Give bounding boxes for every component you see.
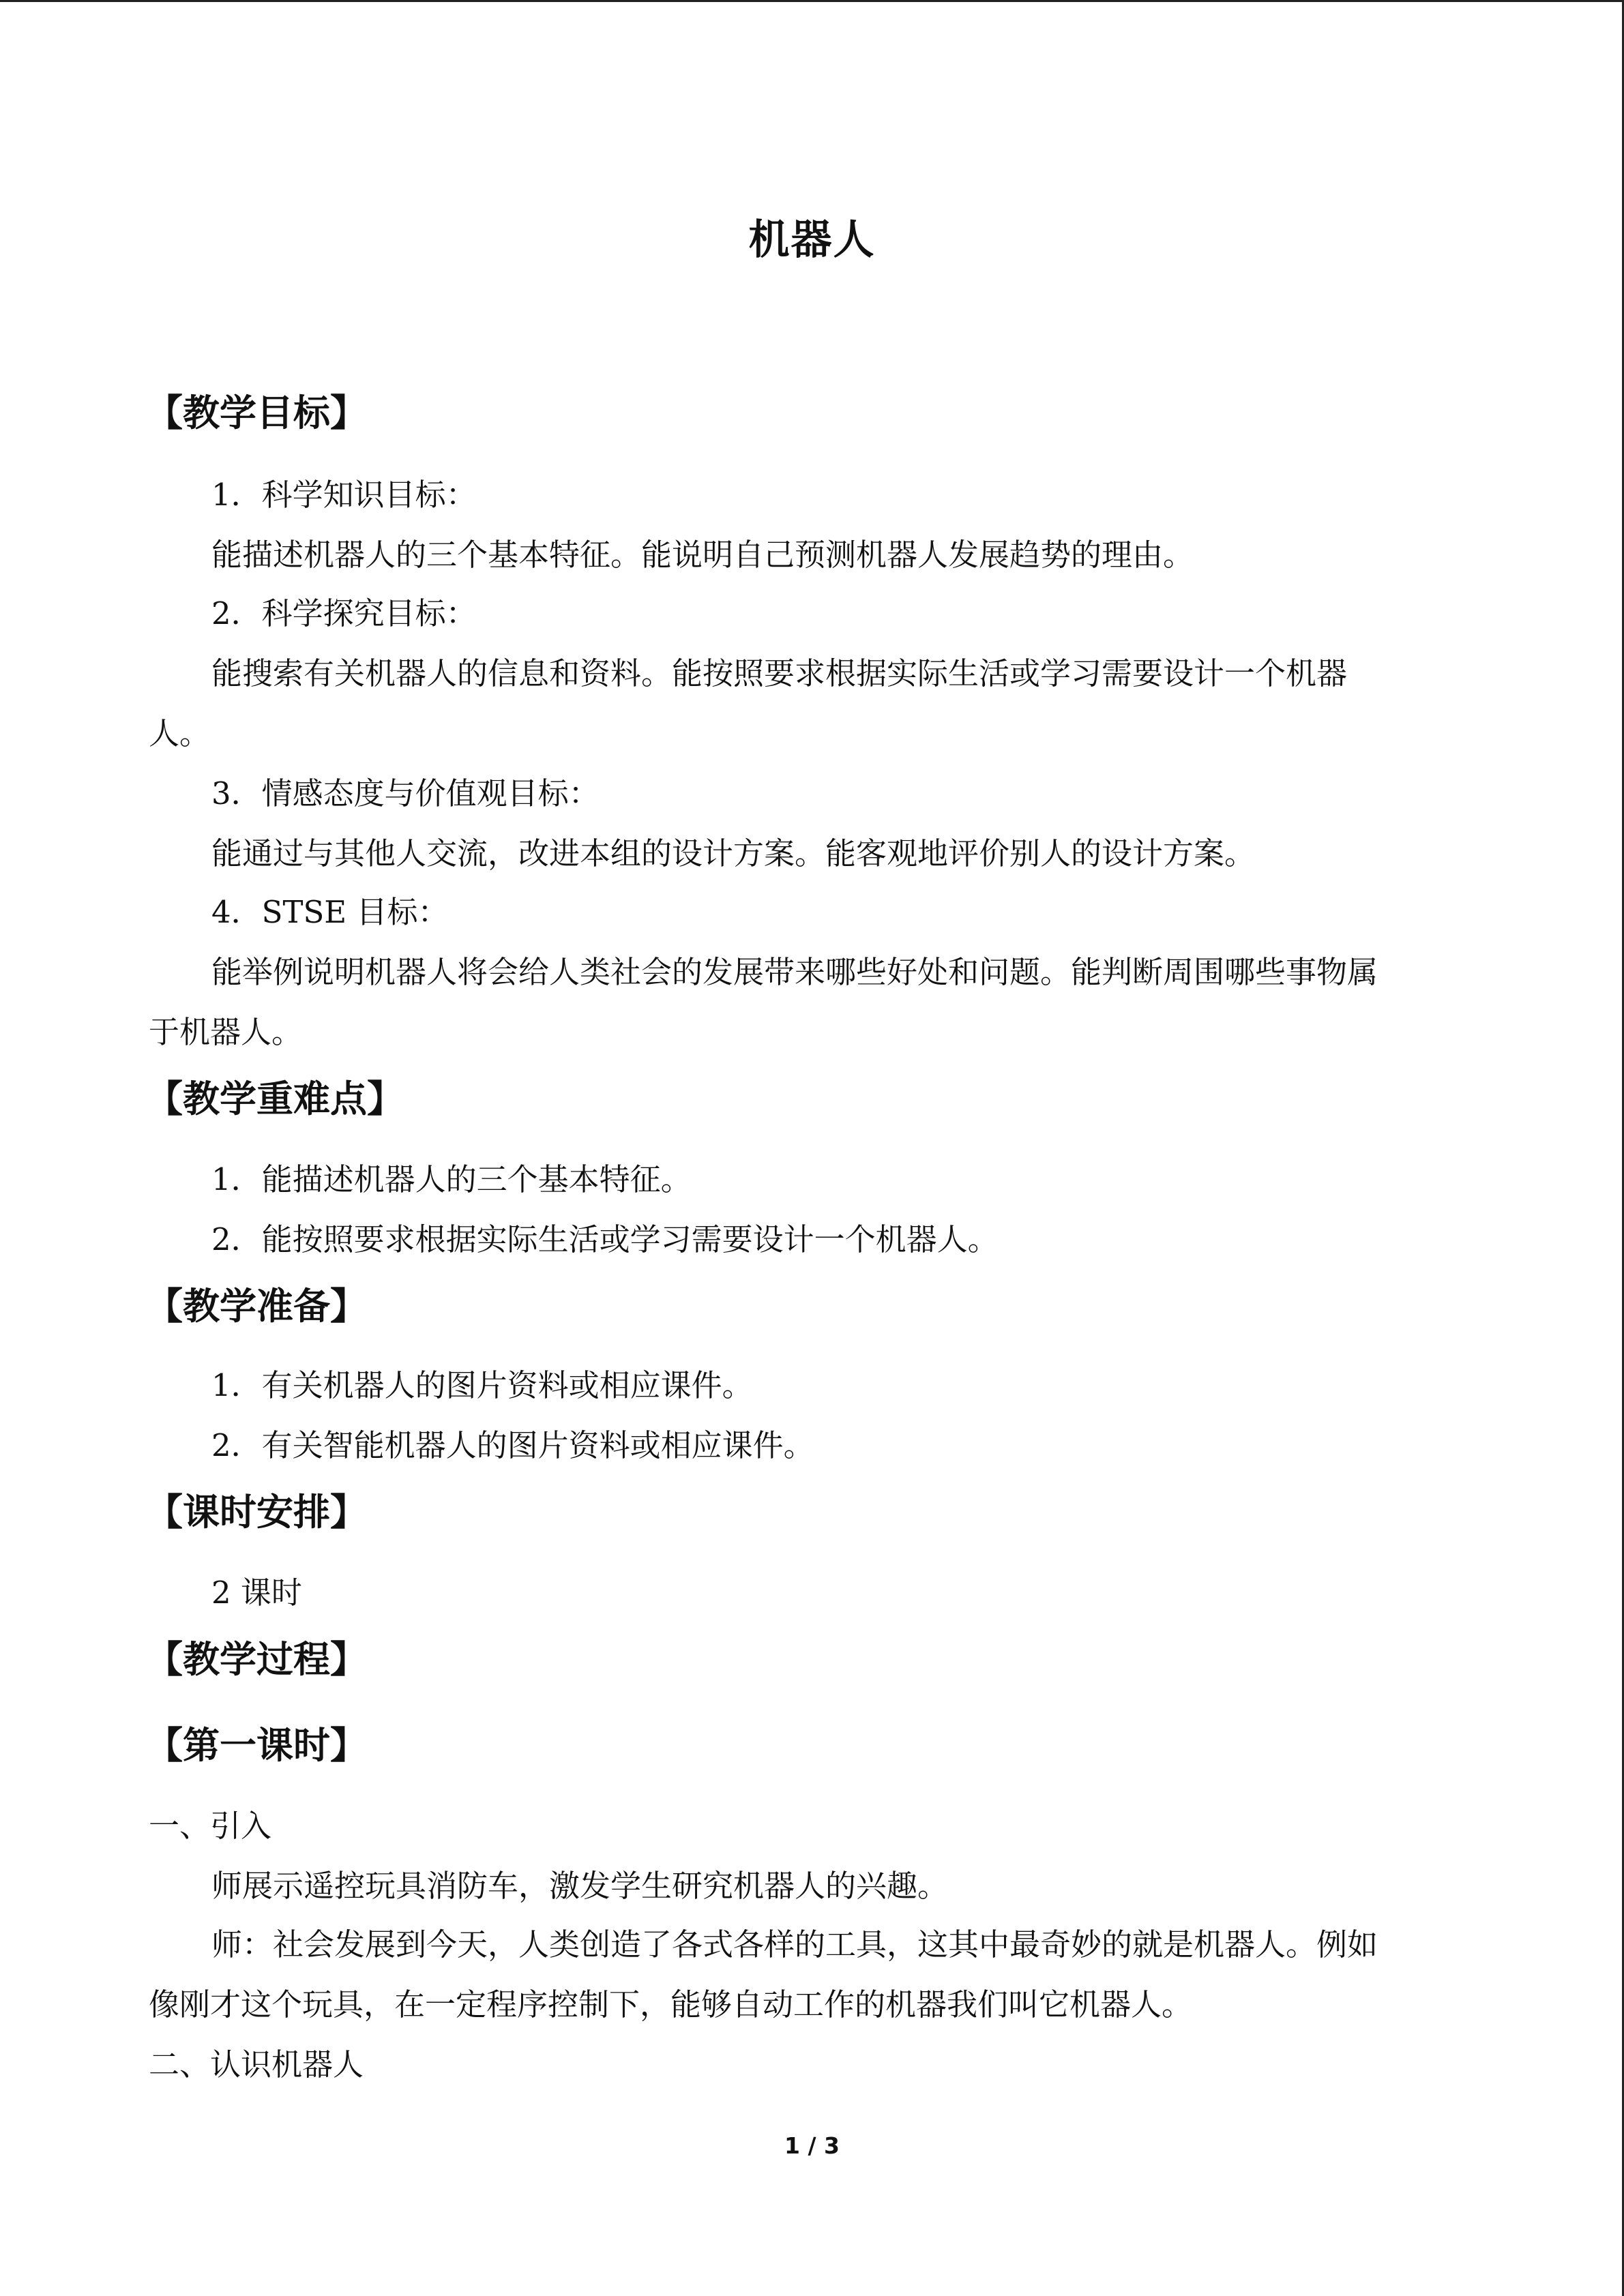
- objective-3-label: 3．情感态度与价值观目标：: [211, 775, 600, 811]
- page-number: 1 / 3: [784, 2132, 840, 2159]
- objective-3-text: 能通过与其他人交流，改进本组的设计方案。能客观地评价别人的设计方案。: [211, 835, 1256, 871]
- heading-lesson-1: 【第一课时】: [146, 1724, 367, 1767]
- document-title: 机器人: [748, 216, 876, 264]
- objective-4-text-line1: 能举例说明机器人将会给人类社会的发展带来哪些好处和问题。能判断周围哪些事物属: [211, 954, 1378, 990]
- heading-key-points: 【教学重难点】: [146, 1077, 404, 1120]
- process-part-1-line2: 师：社会发展到今天，人类创造了各式各样的工具，这其中最奇妙的就是机器人。例如: [211, 1926, 1378, 1963]
- key-point-1: 1．能描述机器人的三个基本特征。: [211, 1161, 692, 1197]
- process-part-2-title: 二、认识机器人: [149, 2046, 364, 2083]
- objective-2-text-line1: 能搜索有关机器人的信息和资料。能按照要求根据实际生活或学习需要设计一个机器: [211, 655, 1348, 691]
- objective-1-text: 能描述机器人的三个基本特征。能说明自己预测机器人发展趋势的理由。: [211, 537, 1194, 573]
- preparation-1: 1．有关机器人的图片资料或相应课件。: [211, 1367, 753, 1403]
- heading-process: 【教学过程】: [146, 1638, 367, 1681]
- objective-4-text-line2: 于机器人。: [149, 1014, 303, 1050]
- heading-schedule: 【课时安排】: [146, 1491, 367, 1534]
- objective-1-label: 1．科学知识目标：: [211, 477, 477, 513]
- objective-2-text-line2: 人。: [149, 715, 211, 751]
- process-part-1-title: 一、引入: [149, 1808, 272, 1844]
- process-part-1-line1: 师展示遥控玩具消防车，激发学生研究机器人的兴趣。: [211, 1868, 949, 1904]
- key-point-2: 2．能按照要求根据实际生活或学习需要设计一个机器人。: [211, 1221, 999, 1257]
- heading-preparation: 【教学准备】: [146, 1285, 367, 1328]
- schedule-text: 2 课时: [211, 1575, 302, 1611]
- objective-2-label: 2．科学探究目标：: [211, 595, 477, 631]
- preparation-2: 2．有关智能机器人的图片资料或相应课件。: [211, 1427, 814, 1463]
- page-border-top: [0, 0, 1624, 2]
- heading-objectives: 【教学目标】: [146, 391, 367, 434]
- objective-4-label: 4．STSE 目标：: [211, 894, 449, 930]
- process-part-1-line3: 像刚才这个玩具，在一定程序控制下，能够自动工作的机器我们叫它机器人。: [149, 1986, 1193, 2023]
